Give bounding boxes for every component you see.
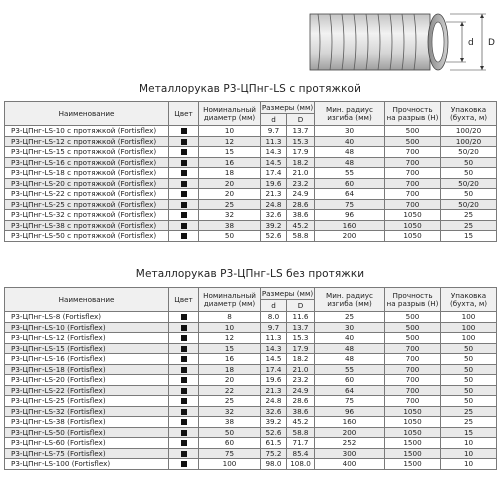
cell-outer-diameter: 45.2 [287,220,315,231]
cell-outer-diameter: 71.7 [287,438,315,449]
cell-outer-diameter: 18.2 [287,157,315,168]
cell-nominal: 20 [199,375,261,386]
cell-strength: 500 [385,333,441,344]
cell-outer-diameter: 23.2 [287,178,315,189]
header-sizes: Размеры (мм) [261,288,314,298]
table-row [5,178,497,189]
cell-bend-radius: 48 [315,354,385,365]
header-d: d [261,300,287,312]
cell-outer-diameter: 15.3 [287,136,315,147]
cell-pack: 25 [441,210,497,221]
color-swatch [181,335,187,341]
header-bend: Мин. радиус изгиба (мм) [315,102,385,126]
color-swatch [181,440,187,446]
cell-pack: 25 [441,417,497,428]
cell-inner-diameter: 17.4 [261,168,287,179]
cell-inner-diameter: 9.7 [261,322,287,333]
cell-strength: 1050 [385,220,441,231]
cell-nominal: 8 [199,312,261,323]
color-swatch [181,409,187,415]
table-row [5,364,497,375]
header-strength: Прочность на разрыв (Н) [385,102,441,126]
cell-name: Р3-ЦПнг-LS-22 (Fortisflex) [5,385,169,396]
cell-outer-diameter: 11.6 [287,312,315,323]
cell-nominal: 75 [199,448,261,459]
cell-nominal: 18 [199,168,261,179]
cell-strength: 700 [385,147,441,158]
cell-strength: 500 [385,126,441,137]
cell-bend-radius: 200 [315,231,385,242]
cell-nominal: 22 [199,385,261,396]
cell-nominal: 25 [199,199,261,210]
cell-pack: 50 [441,385,497,396]
cell-bend-radius: 40 [315,333,385,344]
cell-inner-diameter: 39.2 [261,220,287,231]
cell-nominal: 16 [199,354,261,365]
cell-nominal: 18 [199,364,261,375]
cell-pack: 100/20 [441,136,497,147]
cell-nominal: 60 [199,438,261,449]
cell-nominal: 12 [199,136,261,147]
header-sizes: Размеры (мм) [261,102,314,112]
cell-outer-diameter: 24.9 [287,189,315,200]
cell-outer-diameter: 13.7 [287,322,315,333]
color-swatch [181,212,187,218]
table-row [5,189,497,200]
cell-pack: 50 [441,157,497,168]
table-row [5,459,497,470]
cell-outer-diameter: 85.4 [287,448,315,459]
cell-inner-diameter: 19.6 [261,178,287,189]
table-row [5,210,497,221]
table-row [5,231,497,242]
cell-inner-diameter: 11.3 [261,136,287,147]
table-row [5,375,497,386]
dim-inner-label: d [468,38,474,48]
cell-inner-diameter: 75.2 [261,448,287,459]
cell-outer-diameter: 15.3 [287,333,315,344]
cell-name: Р3-ЦПнг-LS-25 с протяжкой (Fortisflex) [5,199,169,210]
cell-outer-diameter: 24.9 [287,385,315,396]
cell-bend-radius: 400 [315,459,385,470]
cell-color [169,427,199,438]
cell-color [169,333,199,344]
cell-pack: 10 [441,438,497,449]
cell-bend-radius: 25 [315,312,385,323]
cell-color [169,322,199,333]
cell-nominal: 38 [199,417,261,428]
cell-bend-radius: 75 [315,199,385,210]
cell-strength: 500 [385,312,441,323]
cell-outer-diameter: 28.6 [287,396,315,407]
cell-pack: 15 [441,231,497,242]
cell-name: Р3-ЦПнг-LS-38 с протяжкой (Fortisflex) [5,220,169,231]
cell-pack: 100 [441,322,497,333]
cell-color [169,354,199,365]
color-swatch [181,430,187,436]
cell-inner-diameter: 24.8 [261,396,287,407]
table-row [5,147,497,158]
cell-color [169,178,199,189]
color-swatch [181,149,187,155]
cell-strength: 700 [385,354,441,365]
header-pack: Упаковка (бухта, м) [441,102,497,126]
cell-bend-radius: 30 [315,126,385,137]
cell-nominal: 10 [199,126,261,137]
cell-bend-radius: 96 [315,210,385,221]
color-swatch [181,170,187,176]
cell-bend-radius: 48 [315,157,385,168]
cell-color [169,312,199,323]
cell-pack: 25 [441,406,497,417]
cell-nominal: 50 [199,427,261,438]
cell-strength: 700 [385,396,441,407]
cell-outer-diameter: 58.8 [287,427,315,438]
table-row [5,157,497,168]
cell-color [169,406,199,417]
cell-strength: 700 [385,343,441,354]
cell-nominal: 50 [199,231,261,242]
cell-name: Р3-ЦПнг-LS-12 (Fortisflex) [5,333,169,344]
cell-nominal: 100 [199,459,261,470]
cell-bend-radius: 300 [315,448,385,459]
cell-name: Р3-ЦПнг-LS-50 с протяжкой (Fortisflex) [5,231,169,242]
cell-name: Р3-ЦПнг-LS-16 (Fortisflex) [5,354,169,365]
cell-color [169,189,199,200]
color-swatch [181,223,187,229]
table-row [5,354,497,365]
table-row [5,312,497,323]
cell-bend-radius: 60 [315,178,385,189]
color-swatch [181,356,187,362]
header-name: Наименование [5,102,169,126]
cell-strength: 1500 [385,459,441,470]
cell-bend-radius: 55 [315,168,385,179]
cell-name: Р3-ЦПнг-LS-22 с протяжкой (Fortisflex) [5,189,169,200]
header-pack: Упаковка (бухта, м) [441,288,497,312]
cell-strength: 1050 [385,210,441,221]
cell-color [169,364,199,375]
cell-color [169,136,199,147]
cell-pack: 50/20 [441,178,497,189]
cell-nominal: 15 [199,147,261,158]
cell-bend-radius: 96 [315,406,385,417]
cell-outer-diameter: 45.2 [287,417,315,428]
cell-bend-radius: 75 [315,396,385,407]
cell-bend-radius: 40 [315,136,385,147]
cell-outer-diameter: 17.9 [287,343,315,354]
cell-inner-diameter: 8.0 [261,312,287,323]
header-nominal: Номинальный диаметр (мм) [199,288,261,312]
cell-name: Р3-ЦПнг-LS-38 (Fortisflex) [5,417,169,428]
cell-inner-diameter: 11.3 [261,333,287,344]
cell-strength: 700 [385,168,441,179]
cell-strength: 1500 [385,438,441,449]
cell-name: Р3-ЦПнг-LS-32 с протяжкой (Fortisflex) [5,210,169,221]
cell-nominal: 25 [199,396,261,407]
table-row [5,220,497,231]
cell-outer-diameter: 23.2 [287,375,315,386]
table-row [5,448,497,459]
cell-name: Р3-ЦПнг-LS-12 с протяжкой (Fortisflex) [5,136,169,147]
cell-name: Р3-ЦПнг-LS-100 (Fortisflex) [5,459,169,470]
cell-pack: 50 [441,375,497,386]
cell-name: Р3-ЦПнг-LS-18 (Fortisflex) [5,364,169,375]
cell-bend-radius: 252 [315,438,385,449]
header-strength: Прочность на разрыв (Н) [385,288,441,312]
cell-color [169,157,199,168]
cell-nominal: 20 [199,189,261,200]
cell-strength: 700 [385,199,441,210]
cell-color [169,168,199,179]
cell-pack: 50 [441,168,497,179]
spec-table-with-pull-wire [4,101,497,242]
cell-strength: 1500 [385,448,441,459]
color-swatch [181,191,187,197]
cell-nominal: 32 [199,210,261,221]
cell-inner-diameter: 14.3 [261,343,287,354]
color-swatch [181,451,187,457]
cell-nominal: 32 [199,406,261,417]
cell-color [169,199,199,210]
cell-inner-diameter: 32.6 [261,210,287,221]
cell-pack: 50 [441,189,497,200]
cell-color [169,220,199,231]
header-D: D [287,114,315,126]
header-name: Наименование [5,288,169,312]
cell-color [169,147,199,158]
color-swatch [181,367,187,373]
cell-nominal: 15 [199,343,261,354]
cell-outer-diameter: 21.0 [287,168,315,179]
table-row [5,333,497,344]
cell-strength: 1050 [385,231,441,242]
color-swatch [181,314,187,320]
header-d: d [261,114,287,126]
cell-pack: 100 [441,333,497,344]
cell-name: Р3-ЦПнг-LS-15 с протяжкой (Fortisflex) [5,147,169,158]
cell-color [169,210,199,221]
color-swatch [181,181,187,187]
cell-inner-diameter: 52.6 [261,427,287,438]
cell-pack: 50/20 [441,147,497,158]
cell-name: Р3-ЦПнг-LS-10 с протяжкой (Fortisflex) [5,126,169,137]
cell-outer-diameter: 21.0 [287,364,315,375]
cell-inner-diameter: 24.8 [261,199,287,210]
table-row [5,406,497,417]
color-swatch [181,461,187,467]
cell-color [169,448,199,459]
color-swatch [181,325,187,331]
cell-pack: 25 [441,220,497,231]
cell-name: Р3-ЦПнг-LS-50 (Fortisflex) [5,427,169,438]
cell-pack: 50 [441,364,497,375]
cell-inner-diameter: 98.0 [261,459,287,470]
cell-strength: 700 [385,385,441,396]
cell-pack: 15 [441,427,497,438]
table-row [5,126,497,137]
cell-nominal: 20 [199,178,261,189]
color-swatch [181,202,187,208]
cell-inner-diameter: 21.3 [261,385,287,396]
cell-pack: 10 [441,448,497,459]
cell-outer-diameter: 38.6 [287,406,315,417]
header-color: Цвет [169,288,199,312]
cell-outer-diameter: 28.6 [287,199,315,210]
cell-color [169,343,199,354]
cell-nominal: 10 [199,322,261,333]
cell-outer-diameter: 17.9 [287,147,315,158]
cell-pack: 100/20 [441,126,497,137]
table-row [5,385,497,396]
cell-bend-radius: 48 [315,147,385,158]
cell-name: Р3-ЦПнг-LS-25 (Fortisflex) [5,396,169,407]
table-row [5,396,497,407]
cell-inner-diameter: 32.6 [261,406,287,417]
cell-color [169,231,199,242]
cell-name: Р3-ЦПнг-LS-18 с протяжкой (Fortisflex) [5,168,169,179]
cell-strength: 700 [385,189,441,200]
cell-strength: 700 [385,364,441,375]
cell-inner-diameter: 21.3 [261,189,287,200]
cell-strength: 700 [385,157,441,168]
cell-color [169,375,199,386]
cell-inner-diameter: 17.4 [261,364,287,375]
cell-outer-diameter: 13.7 [287,126,315,137]
cell-nominal: 38 [199,220,261,231]
cell-inner-diameter: 14.5 [261,157,287,168]
cell-inner-diameter: 39.2 [261,417,287,428]
cell-pack: 50 [441,396,497,407]
cell-color [169,126,199,137]
table-row [5,417,497,428]
table-row [5,343,497,354]
cell-name: Р3-ЦПнг-LS-20 (Fortisflex) [5,375,169,386]
header-color: Цвет [169,102,199,126]
cell-bend-radius: 30 [315,322,385,333]
cell-name: Р3-ЦПнг-LS-20 с протяжкой (Fortisflex) [5,178,169,189]
cell-pack: 50 [441,354,497,365]
color-swatch [181,139,187,145]
color-swatch [181,377,187,383]
cell-inner-diameter: 14.5 [261,354,287,365]
cell-outer-diameter: 38.6 [287,210,315,221]
dim-outer-label: D [488,38,495,48]
color-swatch [181,398,187,404]
cell-color [169,459,199,470]
cell-pack: 10 [441,459,497,470]
cell-bend-radius: 55 [315,364,385,375]
cell-name: Р3-ЦПнг-LS-60 (Fortisflex) [5,438,169,449]
color-swatch [181,128,187,134]
section-title-with-pull-wire: Металлорукав Р3-ЦПнг-LS с протяжкой [138,83,361,95]
cell-bend-radius: 60 [315,375,385,386]
header-D: D [287,300,315,312]
cell-bend-radius: 160 [315,220,385,231]
cell-name: Р3-ЦПнг-LS-16 с протяжкой (Fortisflex) [5,157,169,168]
header-nominal: Номинальный диаметр (мм) [199,102,261,126]
table-row [5,438,497,449]
section-title-without-pull-wire: Металлорукав Р3-ЦПнг-LS без протяжки [135,268,365,280]
cell-color [169,417,199,428]
cell-inner-diameter: 61.5 [261,438,287,449]
cell-name: Р3-ЦПнг-LS-10 (Fortisflex) [5,322,169,333]
table-row [5,168,497,179]
cell-inner-diameter: 19.6 [261,375,287,386]
cell-color [169,385,199,396]
table-row [5,199,497,210]
cell-color [169,438,199,449]
cell-bend-radius: 64 [315,385,385,396]
cell-color [169,396,199,407]
cell-pack: 100 [441,312,497,323]
cell-bend-radius: 200 [315,427,385,438]
cell-nominal: 16 [199,157,261,168]
cell-pack: 50 [441,343,497,354]
spec-table-without-pull-wire [4,287,497,470]
cell-name: Р3-ЦПнг-LS-15 (Fortisflex) [5,343,169,354]
cell-name: Р3-ЦПнг-LS-32 (Fortisflex) [5,406,169,417]
cell-strength: 500 [385,322,441,333]
cell-strength: 500 [385,136,441,147]
conduit-diagram [300,2,496,78]
cell-inner-diameter: 14.3 [261,147,287,158]
cell-inner-diameter: 52.6 [261,231,287,242]
cell-strength: 700 [385,178,441,189]
color-swatch [181,346,187,352]
color-swatch [181,388,187,394]
table-row [5,322,497,333]
cell-name: Р3-ЦПнг-LS-75 (Fortisflex) [5,448,169,459]
color-swatch [181,233,187,239]
header-bend: Мин. радиус изгиба (мм) [315,288,385,312]
cell-bend-radius: 64 [315,189,385,200]
table-row [5,136,497,147]
cell-strength: 1050 [385,427,441,438]
cell-bend-radius: 48 [315,343,385,354]
cell-strength: 1050 [385,406,441,417]
color-swatch [181,419,187,425]
cell-nominal: 12 [199,333,261,344]
cell-strength: 700 [385,375,441,386]
cell-strength: 1050 [385,417,441,428]
cell-outer-diameter: 58.8 [287,231,315,242]
cell-inner-diameter: 9.7 [261,126,287,137]
cell-pack: 50/20 [441,199,497,210]
cell-outer-diameter: 108.0 [287,459,315,470]
cell-bend-radius: 160 [315,417,385,428]
cell-name: Р3-ЦПнг-LS-8 (Fortisflex) [5,312,169,323]
cell-outer-diameter: 18.2 [287,354,315,365]
table-row [5,427,497,438]
color-swatch [181,160,187,166]
